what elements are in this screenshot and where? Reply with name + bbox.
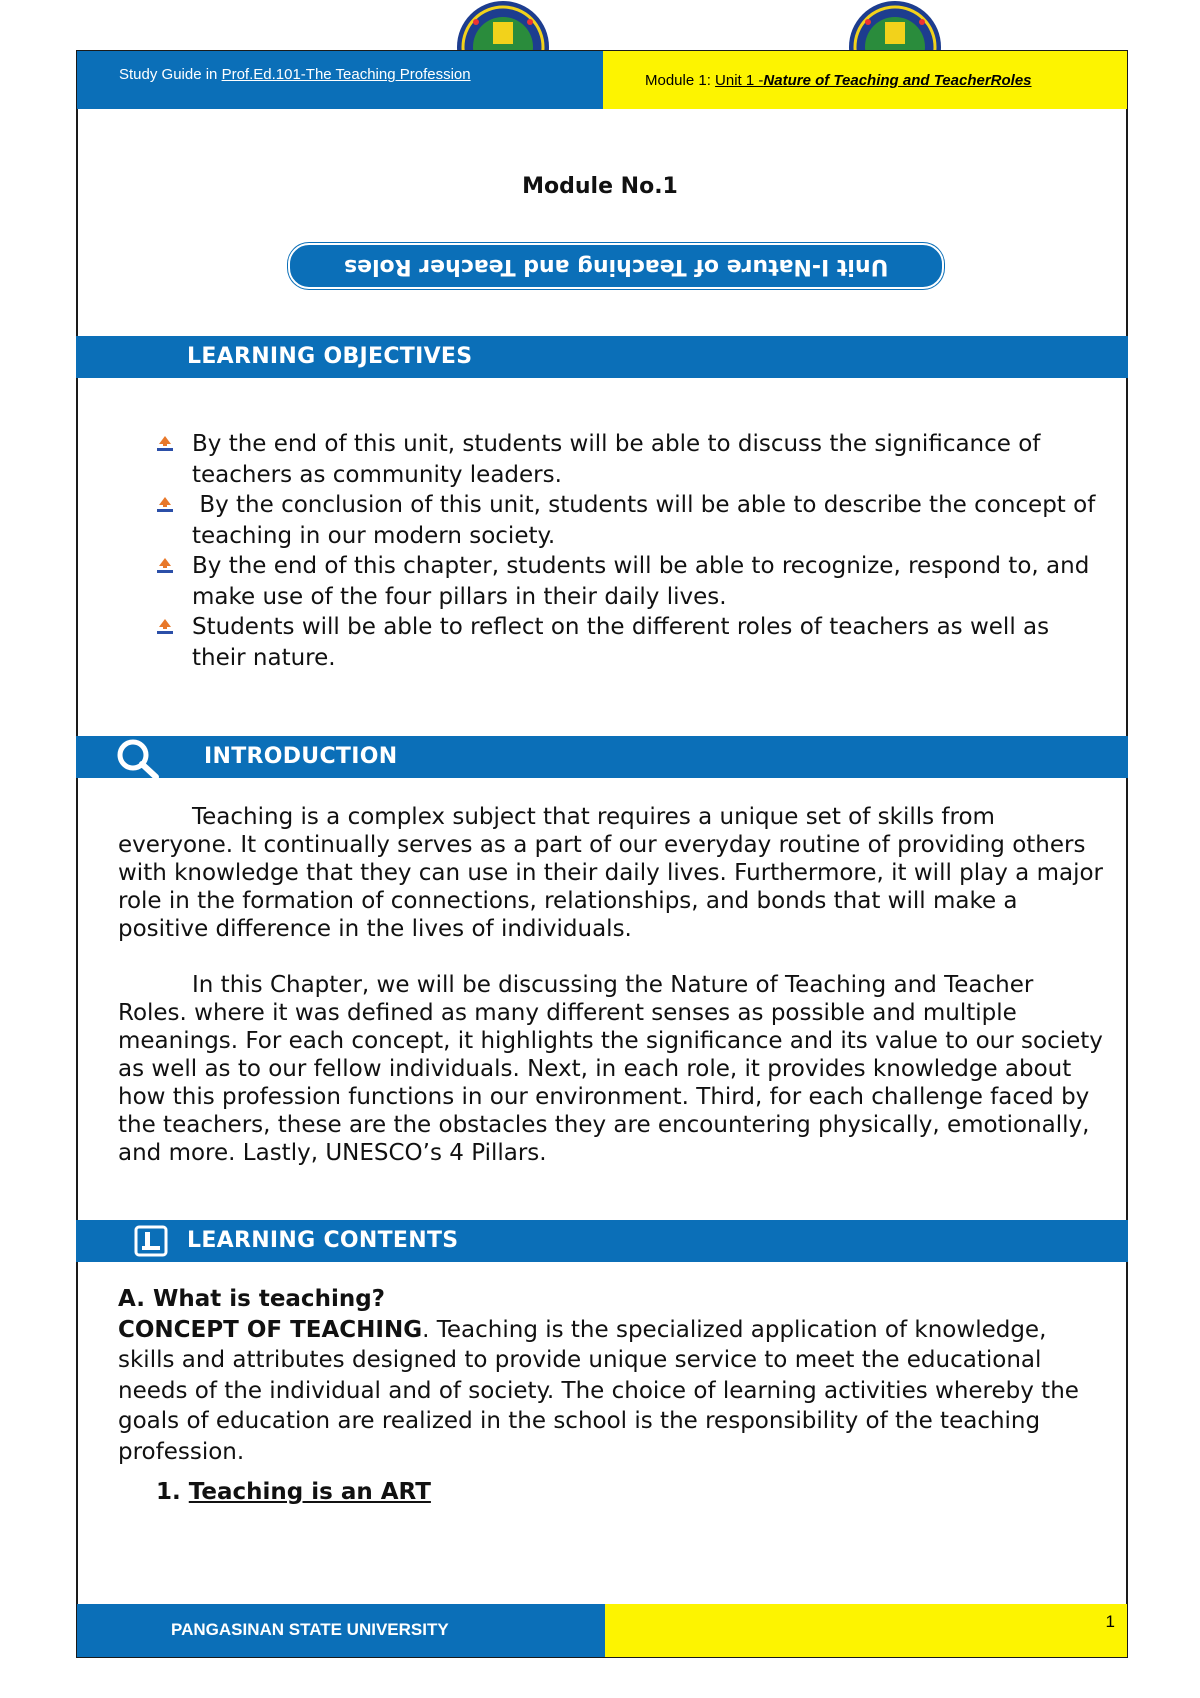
subheading-title: Teaching is an ART	[188, 1479, 431, 1505]
concept-text: . Teaching is the specialized application of knowledge, skills and attributes designed to provide unique service to meet the educational needs of the individual and of society. The choice of learning activities whereby the goals of education are realized in the school is the responsibility of the teaching profession.	[118, 1316, 1079, 1465]
footer-right	[605, 1604, 1127, 1657]
header-unit: Unit 1 -	[715, 72, 764, 89]
bullet-arrow-icon	[156, 497, 174, 513]
contents-question: A. What is teaching?	[118, 1286, 386, 1312]
objectives-list	[156, 429, 1106, 673]
section-band-contents	[76, 1220, 1128, 1262]
list-item	[156, 612, 1106, 673]
introduction-body	[118, 803, 1108, 1195]
objective-text: By the end of this chapter, students will be able to recognize, respond to, and make use of the four pillars in their daily lives.	[192, 553, 1090, 610]
footer-university: PANGASINAN STATE UNIVERSITY	[171, 1620, 449, 1639]
introduction-heading: INTRODUCTION	[204, 744, 398, 769]
bullet-arrow-icon	[156, 558, 174, 574]
unit-pill-label: Unit I-Nature of Teaching and Teacher Roles	[343, 253, 889, 279]
concept-term: CONCEPT OF TEACHING	[118, 1316, 423, 1343]
objective-text: By the conclusion of this unit, students will be able to describe the concept of teaching in our modern society.	[192, 492, 1103, 549]
bullet-arrow-icon	[156, 436, 174, 452]
introduction-paragraph: Teaching is a complex subject that requires a unique set of skills from everyone. It continually serves as a part of our everyday routine of providing others with knowledge that they can use in their daily lives. Furthermore, it will play a major role in the formation of connections, relationships, and bonds that will make a positive difference in the lives of individuals.	[118, 804, 1103, 942]
list-item	[156, 490, 1106, 551]
seal-right-icon	[848, 0, 942, 50]
page-title: Module No.1	[522, 174, 678, 199]
header-course-prefix: Study Guide in	[119, 66, 222, 83]
search-icon	[114, 736, 162, 780]
header-course-link: Prof.Ed.101-The Teaching Profession	[221, 66, 471, 83]
header-module-prefix: Module 1:	[645, 72, 716, 89]
contents-heading: LEARNING CONTENTS	[187, 1228, 459, 1253]
introduction-paragraph: In this Chapter, we will be discussing the Nature of Teaching and Teacher Roles. where it was defined as many different senses as possible and multiple meanings. For each concept, it highlights the significance and its value to our society as well as to our fellow individuals. Next, in each role, it provides knowledge about how this profession functions in our environment. Third, for each challenge faced by the teachers, these are the obstacles they are encountering physically, emotionally, and more. Lastly, UNESCO’s 4 Pillars.	[118, 972, 1103, 1166]
section-band-objectives	[76, 336, 1128, 378]
header-left	[77, 51, 603, 109]
objectives-heading: LEARNING OBJECTIVES	[187, 344, 473, 369]
concept-paragraph	[118, 1315, 1108, 1468]
header-right	[603, 51, 1127, 109]
objective-text: Students will be able to reflect on the different roles of teachers as well as their nature.	[192, 614, 1050, 671]
seal-left-icon	[456, 0, 550, 50]
header-module	[645, 72, 1032, 89]
footer-left	[77, 1604, 605, 1657]
contents-subheading	[156, 1479, 431, 1505]
objective-text: By the end of this unit, students will be able to discuss the significance of teachers as community leaders.	[192, 431, 1041, 488]
section-band-introduction	[76, 736, 1128, 778]
book-icon	[134, 1225, 168, 1257]
list-item	[156, 429, 1106, 490]
contents-body	[118, 1284, 1108, 1467]
bullet-arrow-icon	[156, 619, 174, 635]
header-unit-title: Nature of Teaching and TeacherRoles	[763, 72, 1032, 89]
subheading-number: 1.	[156, 1479, 181, 1505]
header-course	[119, 66, 471, 83]
list-item	[156, 551, 1106, 612]
page-number: 1	[1105, 1612, 1115, 1631]
unit-pill	[288, 243, 944, 289]
